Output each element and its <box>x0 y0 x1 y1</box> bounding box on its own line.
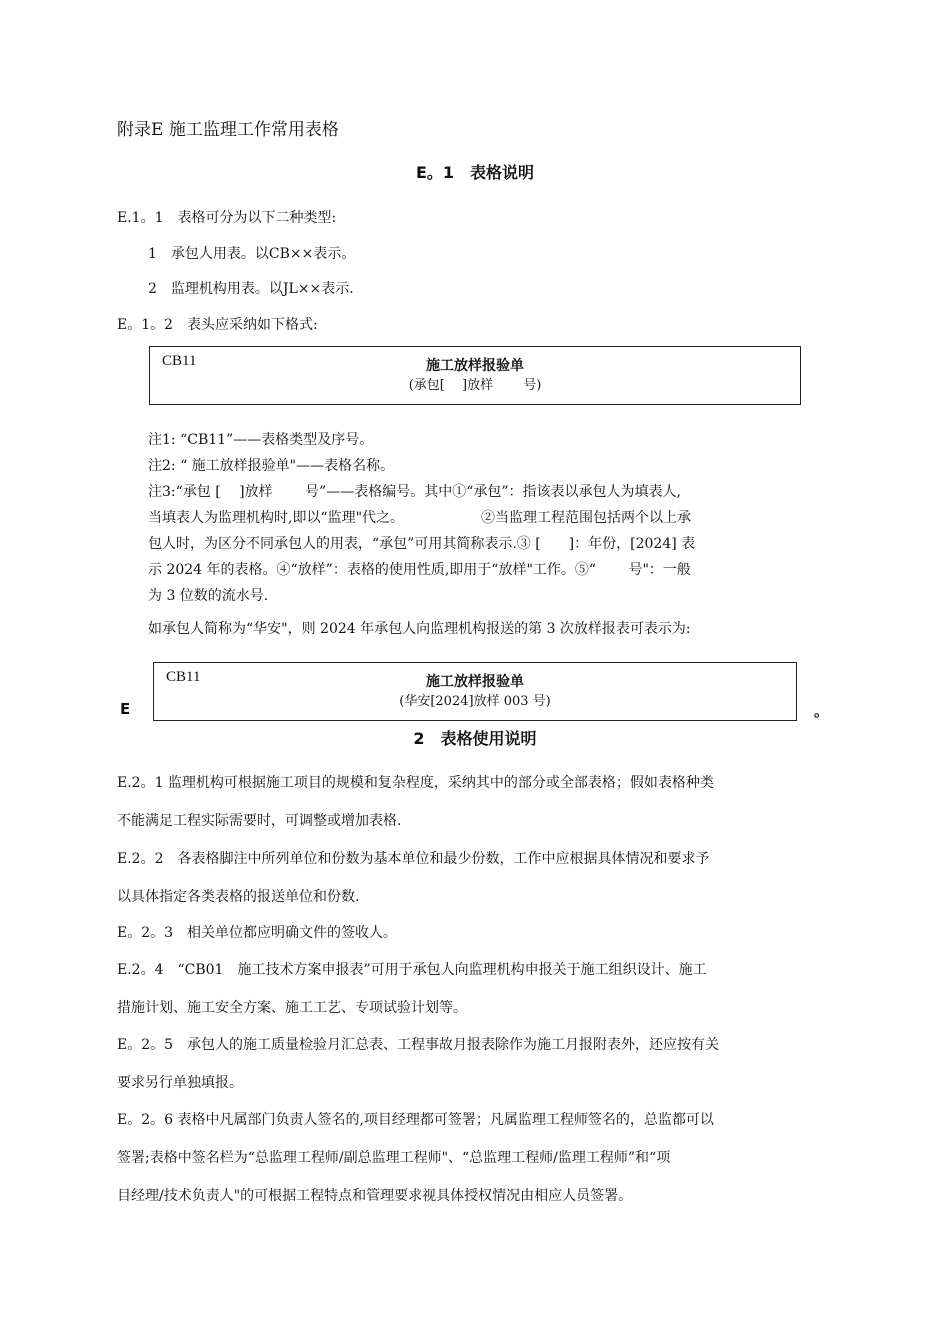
note-1: 注1: “CB11”——表格类型及序号。 <box>148 432 374 448</box>
paragraph-line: E。2。5 承包人的施工质量检验月汇总表、工程事故月报表除作为施工月报附表外，还应按有关 <box>117 1037 720 1053</box>
section-2-suffix: 。 <box>814 702 830 720</box>
paragraph-line: 措施计划、施工安全方案、施工工艺、专项试验计划等。 <box>117 1000 467 1016</box>
example-intro: 如承包人简称为“华安"，则 2024 年承包人向监理机构报送的第 3 次放样报表可表示为: <box>148 621 691 637</box>
clause-e112: E。1。2 表头应采纳如下格式: <box>117 317 318 333</box>
note-3-line: 包人时，为区分不同承包人的用表，“承包”可用其简称表示.③ [ ]：年份，[2024] 表 <box>148 536 696 552</box>
form-name: 施工放样报验单 <box>426 358 524 374</box>
clause-e111: E.1。1 表格可分为以下二种类型: <box>117 210 337 226</box>
note-3-line: 示 2024 年的表格。④“放样”：表格的使用性质,即用于“放样"工作。⑤“ 号"：一般 <box>148 562 691 578</box>
type-2: 2 监理机构用表。以JL××表示. <box>148 281 354 297</box>
paragraph-line: E.2。4 “CB01 施工技术方案申报表”可用于承包人向监理机构申报关于施工组织设计、施工 <box>117 962 707 978</box>
header-format-box <box>149 346 801 405</box>
paragraph-line: 签署;表格中签名栏为“总监理工程师/副总监理工程师"、“总监理工程师/监理工程师”和“项 <box>117 1150 671 1166</box>
paragraph-line: E.2。2 各表格脚注中所列单位和份数为基本单位和最少份数，工作中应根据具体情况和要求予 <box>117 851 710 867</box>
form-name: 施工放样报验单 <box>426 674 524 690</box>
form-code: CB11 <box>166 669 201 685</box>
note-3-line: 注3:“承包 [ ]放样 号”——表格编号。其中①“承包”：指该表以承包人为填表人, <box>148 484 681 500</box>
paragraph-line: 以具体指定各类表格的报送单位和份数. <box>117 889 360 905</box>
paragraph-line: 目经理/技术负责人"的可根据工程特点和管理要求视具体授权情况由相应人员签署。 <box>117 1188 633 1204</box>
paragraph-line: E。2。3 相关单位都应明确文件的签收人。 <box>117 925 398 941</box>
note-3-line: 当填表人为监理机构时,即以“监理"代之。 ②当监理工程范围包括两个以上承 <box>148 510 692 526</box>
appendix-title: 附录E 施工监理工作常用表格 <box>117 120 339 140</box>
section-2-title: 2 表格使用说明 <box>413 729 537 748</box>
example-header-box <box>153 662 797 721</box>
section-2-prefix: E <box>120 700 131 718</box>
section-1-title: E。1 表格说明 <box>415 163 535 182</box>
form-code: CB11 <box>162 353 197 369</box>
note-3-line: 为 3 位数的流水号. <box>148 588 269 604</box>
form-number: (华安[2024]放样 003 号) <box>399 694 551 709</box>
paragraph-line: 要求另行单独填报。 <box>117 1075 243 1091</box>
form-number: (承包[ ]放样 号) <box>408 378 542 393</box>
paragraph-line: 不能满足工程实际需要时，可调整或增加表格. <box>117 813 402 829</box>
note-2: 注2: “ 施工放样报验单"——表格名称。 <box>148 458 395 474</box>
paragraph-line: E.2。1 监理机构可根据施工项目的规模和复杂程度，采纳其中的部分或全部表格；假如表格种类 <box>117 775 714 791</box>
paragraph-line: E。2。6 表格中凡属部门负责人签名的,项目经理都可签署；凡属监理工程师签名的，总监都可以 <box>117 1112 714 1128</box>
type-1: 1 承包人用表。以CB××表示。 <box>148 246 356 262</box>
